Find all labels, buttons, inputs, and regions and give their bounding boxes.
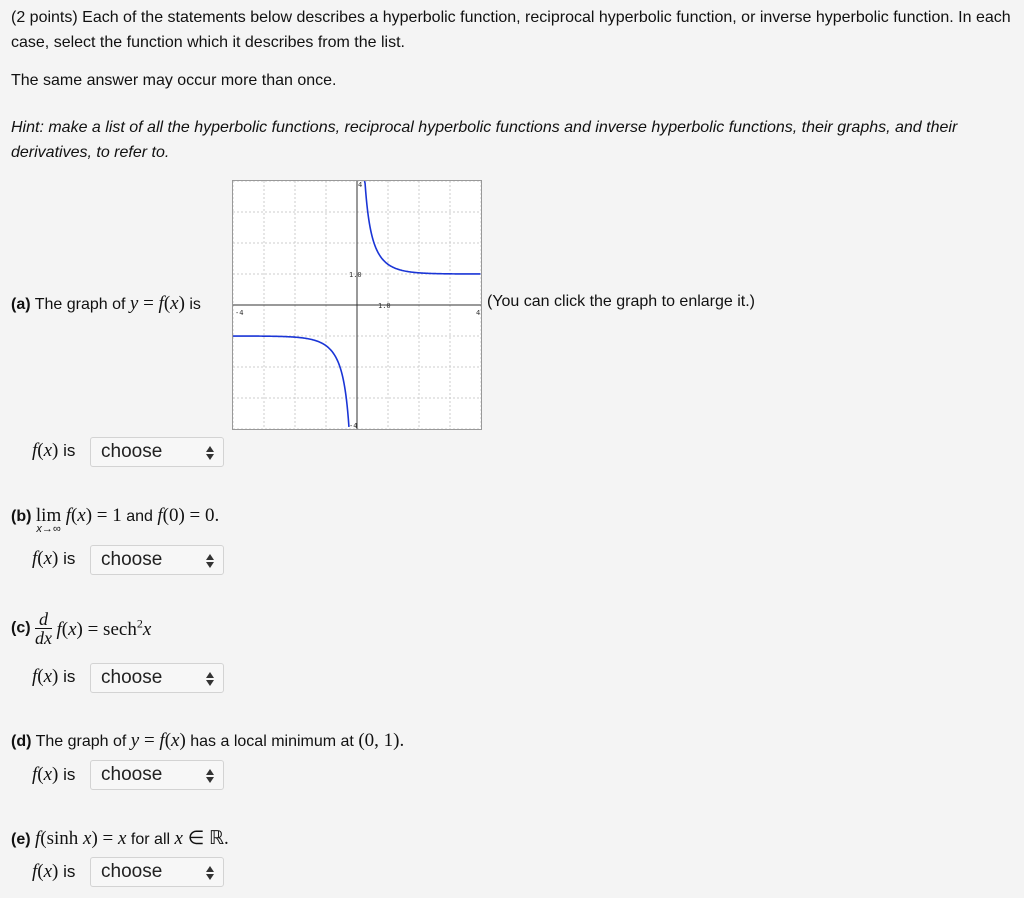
select-b-value: choose: [101, 549, 163, 570]
part-d-statement: (d) The graph of y = f(x) has a local minimum at (0, 1).: [11, 730, 405, 751]
tick-label-x-one: 1.0: [378, 302, 391, 310]
fx-is-label-e: f(x) is: [32, 861, 76, 882]
fx-is-label-c: f(x) is: [32, 666, 76, 687]
select-d-value: choose: [101, 764, 163, 785]
tick-label-ymin: -4: [349, 422, 358, 429]
select-arrows-icon: [205, 671, 215, 687]
fx-is-label-a: f(x) is: [32, 440, 76, 461]
part-e-statement: (e) f(sinh x) = x for all x ∈ ℝ.: [11, 828, 229, 849]
tick-label-xmax: 4: [476, 309, 481, 317]
answer-select-a[interactable]: [90, 437, 224, 467]
select-c-value: choose: [101, 667, 163, 688]
derivative-fraction: $\frac{d}{dx}$: [35, 609, 53, 648]
curve-left-branch: [233, 336, 349, 427]
select-arrows-icon: [205, 768, 215, 784]
part-e-label: (e): [11, 831, 31, 848]
part-a-label: (a): [11, 296, 31, 313]
graph-a[interactable]: [232, 180, 482, 430]
part-b-statement: (b) lim x→∞ f(x) = 1 and f(0) = 0.: [11, 505, 220, 535]
part-c-statement: (c) $\frac{d}{dx}$ f(x) = sech$^2$x: [11, 609, 152, 648]
answer-select-d[interactable]: [90, 760, 224, 790]
same-answer-note: The same answer may occur more than once.: [11, 72, 337, 89]
part-a-statement: (a) The graph of y = f(x) is: [11, 293, 201, 314]
hint-text: Hint: make a list of all the hyperbolic functions, reciprocal hyperbolic functions and inverse hyperbolic functions, their graphs, and their derivatives, to refer to.: [11, 119, 958, 161]
answer-select-e[interactable]: [90, 857, 224, 887]
tick-label-xmin: -4: [235, 309, 244, 317]
part-c-label: (c): [11, 619, 31, 637]
select-arrows-icon: [205, 445, 215, 461]
lim-subscript: x→∞: [36, 523, 61, 535]
fx-is-label-b: f(x) is: [32, 548, 76, 569]
part-b-label: (b): [11, 508, 32, 525]
enlarge-note: (You can click the graph to enlarge it.): [487, 293, 756, 310]
curve-right-branch: [364, 181, 480, 274]
tick-label-y-one: 1.0: [349, 271, 362, 279]
select-arrows-icon: [205, 865, 215, 881]
select-arrows-icon: [205, 553, 215, 569]
answer-select-b[interactable]: [90, 545, 224, 575]
select-e-value: choose: [101, 861, 163, 882]
fx-is-label-d: f(x) is: [32, 764, 76, 785]
answer-select-c[interactable]: [90, 663, 224, 693]
lim-symbol: lim: [35, 505, 62, 526]
graph-a-plot[interactable]: [233, 181, 481, 429]
tick-label-ymax: 4: [358, 181, 363, 189]
select-a-value: choose: [101, 441, 163, 462]
part-d-label: (d): [11, 733, 32, 750]
problem-intro: (2 points) Each of the statements below describes a hyperbolic function, reciprocal hyperbolic function, or inverse hyperbolic function. In each case, select the function which it describes from the list.: [11, 9, 1011, 51]
